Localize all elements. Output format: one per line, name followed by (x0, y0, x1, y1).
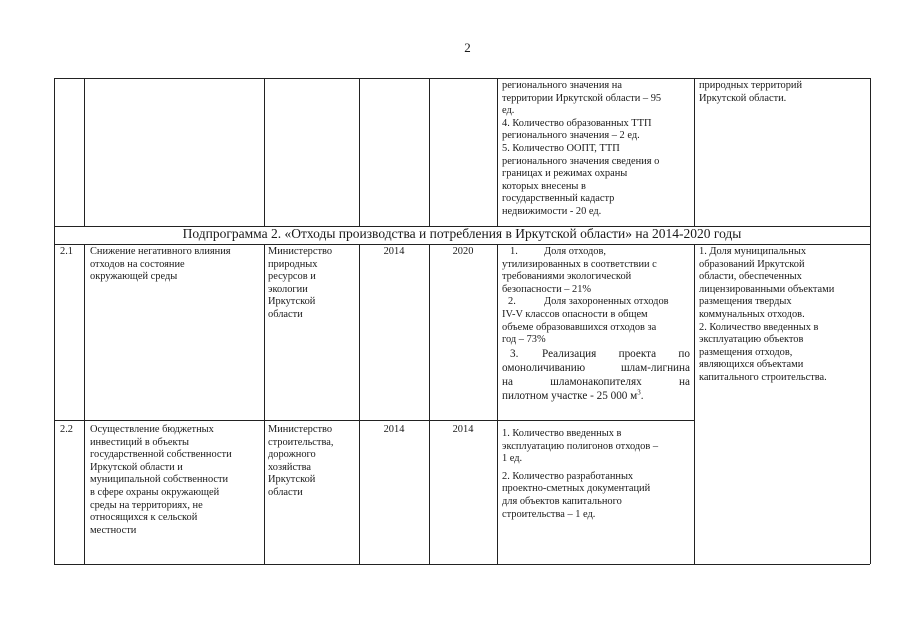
column-divider (497, 78, 498, 226)
table-border-right (870, 78, 871, 564)
expected-results: 1. Доля муниципальных образований Иркутской области, обеспеченных лицензированными объектами размещения твердых коммунальных отходов. 2. Количество введенных в эксплуатацию объектов размещения отходов, являющихся объектами капитального строительства. (699, 246, 835, 383)
column-divider (264, 78, 265, 226)
column-divider (694, 244, 695, 564)
program-table (54, 78, 870, 564)
item-number: 3. (510, 347, 519, 360)
row-number: 2.2 (60, 424, 73, 435)
start-year: 2014 (383, 424, 405, 435)
item-number: 1. (510, 246, 518, 257)
end-year: 2020 (452, 246, 474, 257)
item-number: 2. (508, 296, 516, 308)
column-divider (429, 244, 430, 564)
column-divider (694, 78, 695, 226)
executor: Министерство природных ресурсов и экологии Иркутской области (268, 246, 333, 320)
activity-name: Осуществление бюджетных инвестиций в объекты государственной собственности Иркутской области и муниципальной собственности в сфере охраны окружающей среды на территориях, не относящихся к сельской местности (90, 424, 232, 536)
column-divider (359, 244, 360, 564)
column-divider (84, 244, 85, 564)
top-row-result: природных территорий Иркутской области. (699, 80, 803, 104)
top-row-indicators: регионального значения на территории Иркутской области – 95 ед. 4. Количество образованных ТТП регионального значения – 2 ед. 5. Количество ООПТ, ТТП регионального значения сведения о границах и режимах охраны которых внесены в государственный кадастр недвижимости - 20 ед. (502, 80, 662, 217)
indicators: 1. Количество введенных в эксплуатацию полигонов отходов – 1 ед. 2. Количество разработанных проектно-сметных документаций для объектов капитального строительства – 1 ед. (502, 428, 659, 520)
page-number: 2 (464, 40, 471, 55)
column-divider (264, 244, 265, 564)
column-divider (497, 244, 498, 564)
row-divider (54, 244, 870, 245)
start-year: 2014 (383, 246, 405, 257)
table-border-top (54, 78, 870, 79)
subprogram-title: Подпрограмма 2. «Отходы производства и потребления в Иркутской области» на 2014-2020 годы (182, 226, 742, 241)
table-border-left (54, 78, 55, 564)
row-number: 2.1 (60, 246, 73, 257)
activity-name: Снижение негативного влияния отходов на состояние окружающей среды (90, 246, 231, 283)
column-divider (84, 78, 85, 226)
row-divider (54, 420, 694, 421)
table-border-bottom (54, 564, 870, 565)
end-year: 2014 (452, 424, 474, 435)
column-divider (429, 78, 430, 226)
indicators: 1. Доля отходов, утилизированных в соответствии с требованиями экологической безопасности – 21% 2. Доля захороненных отходов IV-V классов опасности в общем объеме образовавшихся отходов за год – 73% 3. Реализация проекта по омоноличиванию шлам-лигнина на шламонакопителях на пилотном участке - 25 000 $м^3$. (502, 246, 690, 402)
column-divider (359, 78, 360, 226)
executor: Министерство строительства, дорожного хозяйства Иркутской области (268, 424, 334, 498)
